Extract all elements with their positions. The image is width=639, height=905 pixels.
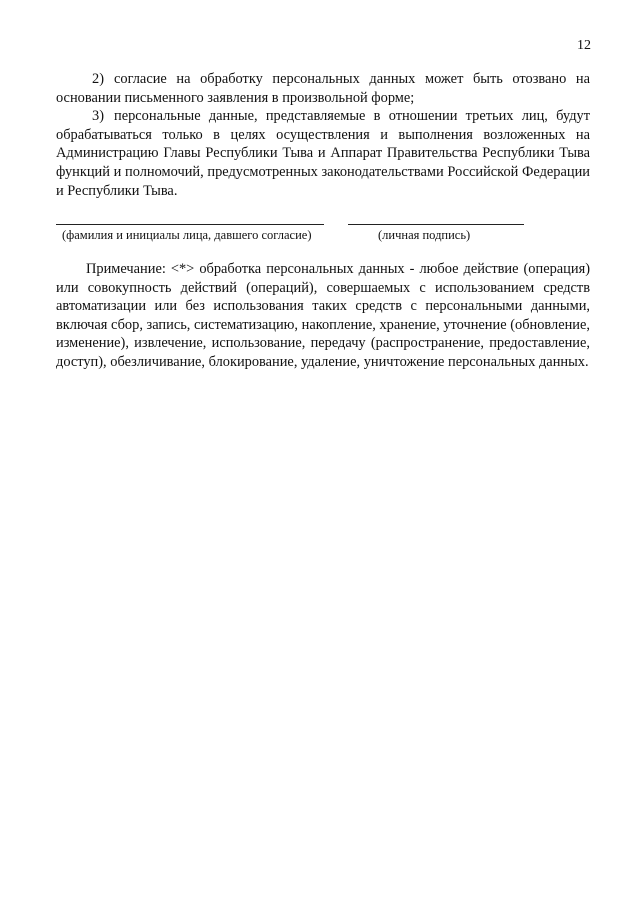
name-line (56, 224, 324, 225)
list-item-text: персональные данные, представляемые в отношении третьих лиц, будут обрабатываться только в целях осуществления и выполнения возложенных на Администрацию Главы Республики Тыва и Аппарат Правительства Республики Тыва функций и полномочий, предусмотренных законодательствами Российской Федерации и Республики Тыва. (56, 108, 590, 199)
list-item-number: 3) (92, 108, 104, 125)
signature-line (348, 224, 524, 225)
page-number: 12 (577, 38, 591, 53)
list-item-number: 2) (92, 71, 104, 87)
signature-block (56, 224, 590, 254)
name-caption: (фамилия и инициалы лица, давшего согласие) (62, 228, 312, 242)
list-item (56, 107, 590, 200)
list-item-text: согласие на обработку персональных данных может быть отозвано на основании письменного заявления в произвольной форме; (56, 71, 590, 106)
note-section (56, 260, 590, 372)
list-item (56, 70, 590, 107)
consent-terms (56, 70, 590, 200)
signature-caption: (личная подпись) (378, 228, 471, 242)
note-text: Примечание: <*> обработка персональных данных - любое действие (операция) или совокупность действий (операций), совершаемых с использованием средств автоматизации или без использования таких средств с персональными данными, включая сбор, запись, систематизацию, накопление, хранение, уточнение (обновление, изменение), извлечение, использование, передачу (распространение, предоставление, доступ), обезличивание, блокирование, удаление, уничтожение персональных данных. (56, 261, 590, 370)
